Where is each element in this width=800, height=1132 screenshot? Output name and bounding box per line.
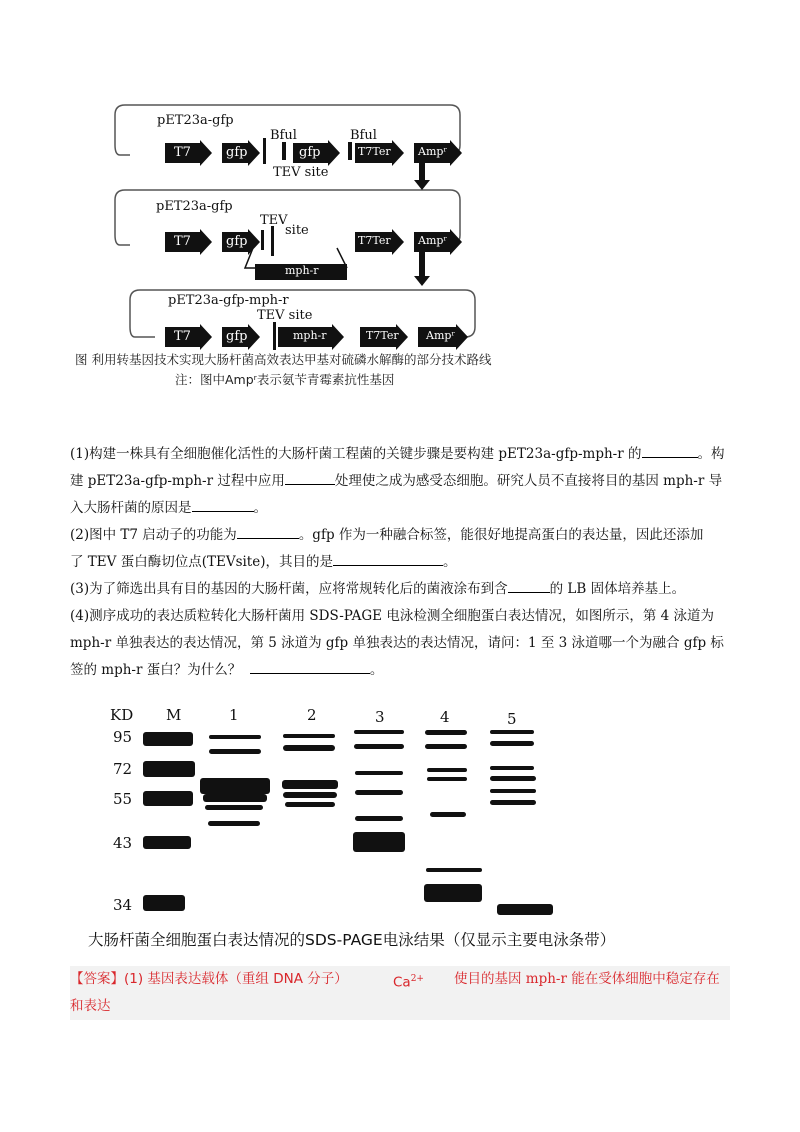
gel-lane-4-label: 4 (440, 708, 450, 726)
tev-label-row2: TEV (260, 213, 288, 228)
kd-34: 34 (113, 896, 133, 914)
answer-ca (393, 966, 424, 997)
plasmid-label-row1: pET23a-gfp (157, 113, 234, 128)
band-l3-e (355, 816, 403, 821)
q1-blank-1[interactable] (642, 443, 698, 458)
band-m-95 (143, 732, 193, 746)
answer-reason: 使目的基因 mph-r 能在受体细胞中稳定存在 (454, 971, 720, 987)
q1-text-d: 处理使之成为感受态细胞。研究人员不直接将目的基因 mph-r 导 (334, 473, 723, 489)
gel-kd-label: KD (110, 706, 134, 724)
tev-site-label-row1: TEV site (273, 165, 329, 180)
question-3 (70, 576, 730, 602)
q1-blank-3[interactable] (192, 497, 254, 512)
q3-blank[interactable] (508, 578, 550, 593)
band-l1-a (209, 735, 261, 739)
answer-box (70, 966, 730, 1020)
band-l2-c (282, 780, 338, 789)
band-l1-d (205, 805, 263, 810)
band-l5-f (490, 800, 536, 805)
band-l4-c (427, 768, 467, 772)
answer-ca-sup: 2+ (410, 974, 424, 984)
band-l4-a (425, 730, 467, 735)
band-l3-d (355, 790, 403, 795)
kd-55: 55 (113, 790, 133, 808)
band-l4-f (426, 868, 482, 872)
figure1-caption: 图 利用转基因技术实现大肠杆菌高效表达甲基对硫磷水解酶的部分技术路线 (75, 352, 492, 367)
band-m-72 (143, 761, 195, 777)
gel-caption: 大肠杆菌全细胞蛋白表达情况的SDS-PAGE电泳结果（仅显示主要电泳条带） (88, 931, 616, 949)
box-gfp-row3: gfp (226, 329, 248, 344)
question-2-line2 (70, 549, 730, 575)
band-l5-c (490, 766, 534, 770)
plasmid-label-row2: pET23a-gfp (156, 199, 233, 214)
bful-label-2: Bful (350, 128, 377, 143)
band-l5-a (490, 730, 534, 734)
q2-text-c: 了 TEV 蛋白酶切位点(TEVsite)，其目的是 (70, 554, 333, 570)
insert-mph-r-label: mph-r (285, 264, 319, 277)
q2-blank-1[interactable] (237, 524, 299, 539)
q1-text-a: (1)构建一株具有全细胞催化活性的大肠杆菌工程菌的关键步骤是要构建 pET23a-gfp-mph-r 的 (70, 446, 642, 462)
box-amp-row1: Ampʳ (418, 145, 448, 158)
q2-text-d: 。 (443, 554, 457, 570)
gel-lane-1-label: 1 (229, 706, 239, 724)
band-l3-c (355, 771, 403, 775)
band-l4-d (427, 777, 467, 781)
band-l2-e (285, 802, 335, 807)
band-l3-a (354, 730, 404, 734)
answer-line1 (70, 966, 348, 993)
question-1-line2 (70, 468, 730, 494)
q1-text-f: 。 (253, 500, 267, 516)
band-l3-b (354, 744, 404, 749)
kd-95: 95 (113, 728, 133, 746)
box-t7-row2: T7 (174, 234, 191, 249)
gel-lane-3-label: 3 (375, 708, 385, 726)
band-l5-b (490, 741, 534, 746)
band-m-34 (143, 895, 185, 911)
question-4-line2 (70, 630, 730, 656)
band-l1-b (209, 749, 261, 754)
q4-text-a: (4)测序成功的表达质粒转化大肠杆菌用 SDS-PAGE 电泳检测全细胞蛋白表达情况，如图所示，第 4 泳道为 (70, 608, 714, 624)
plasmid-label-row3: pET23a-gfp-mph-r (168, 293, 289, 308)
band-l4-main (424, 884, 482, 902)
band-l3-main (353, 832, 405, 852)
q2-blank-2[interactable] (333, 551, 443, 566)
box-t7ter-row1: T7Ter (358, 145, 391, 158)
q1-blank-2[interactable] (285, 470, 335, 485)
band-l5-main (497, 904, 553, 915)
answer-ca-text: Ca (393, 974, 411, 991)
q1-text-c: 建 pET23a-gfp-mph-r 过程中应用 (70, 473, 285, 489)
q3-text-b: 的 LB 固体培养基上。 (549, 581, 686, 597)
box-gfp-row1b: gfp (299, 145, 321, 160)
gel-lane-2-label: 2 (307, 706, 317, 724)
question-4-line1 (70, 603, 730, 629)
q4-blank[interactable] (250, 659, 370, 674)
box-mph-r-row3: mph-r (293, 329, 327, 342)
gel-lane-m-label: M (166, 706, 182, 724)
question-1-line3 (70, 495, 730, 521)
answer-reason-cont: 和表达 (70, 998, 111, 1014)
q4-text-c: 签的 mph-r 蛋白？为什么？ (70, 662, 242, 678)
bful-label-1: Bful (270, 128, 297, 143)
q4-text-d: 。 (369, 662, 384, 678)
answer-label: 【答案】(1) 基因表达载体（重组 DNA 分子） (70, 971, 348, 987)
band-l1-e (208, 821, 260, 826)
band-m-43 (143, 836, 191, 849)
box-t7-row3: T7 (174, 329, 191, 344)
band-l1-c (203, 794, 267, 802)
q1-text-b: 。构 (697, 446, 725, 462)
q4-text-b: mph-r 单独表达的表达情况，第 5 泳道为 gfp 单独表达的表达情况，请问：1 至 3 泳道哪一个为融合 gfp 标 (70, 635, 724, 651)
q2-text-a: (2)图中 T7 启动子的功能为 (70, 527, 237, 543)
q1-text-e: 入大肠杆菌的原因是 (70, 500, 192, 516)
question-4-line3 (70, 657, 730, 683)
box-t7ter-row3: T7Ter (366, 329, 399, 342)
gel-lane-5-label: 5 (507, 710, 517, 728)
figure1-note: 注：图中Ampʳ表示氨苄青霉素抗性基因 (175, 372, 395, 387)
box-amp-row3: Ampʳ (426, 329, 456, 342)
box-t7ter-row2: T7Ter (358, 234, 391, 247)
box-gfp-row2: gfp (226, 234, 248, 249)
kd-43: 43 (113, 834, 133, 852)
band-l2-a (283, 734, 335, 738)
band-l5-d (490, 776, 536, 781)
tev-site-label-row3: TEV site (257, 308, 313, 323)
band-l4-e (430, 812, 466, 817)
band-m-55 (143, 791, 193, 806)
box-gfp-row1a: gfp (226, 145, 248, 160)
kd-72: 72 (113, 760, 133, 778)
band-l4-b (425, 744, 467, 749)
band-l2-b (283, 745, 335, 751)
band-l1-main (200, 778, 270, 794)
box-amp-row2: Ampʳ (418, 234, 448, 247)
box-t7-row1: T7 (174, 145, 191, 160)
q2-text-b: 。gfp 作为一种融合标签，能很好地提高蛋白的表达量，因此还添加 (298, 527, 704, 543)
q3-text-a: (3)为了筛选出具有目的基因的大肠杆菌，应将常规转化后的菌液涂布到含 (70, 581, 508, 597)
question-2-line1 (70, 522, 730, 548)
band-l2-d (283, 792, 337, 798)
question-1-line1 (70, 441, 730, 467)
site-label-row2: site (285, 223, 309, 238)
band-l5-e (490, 789, 536, 793)
